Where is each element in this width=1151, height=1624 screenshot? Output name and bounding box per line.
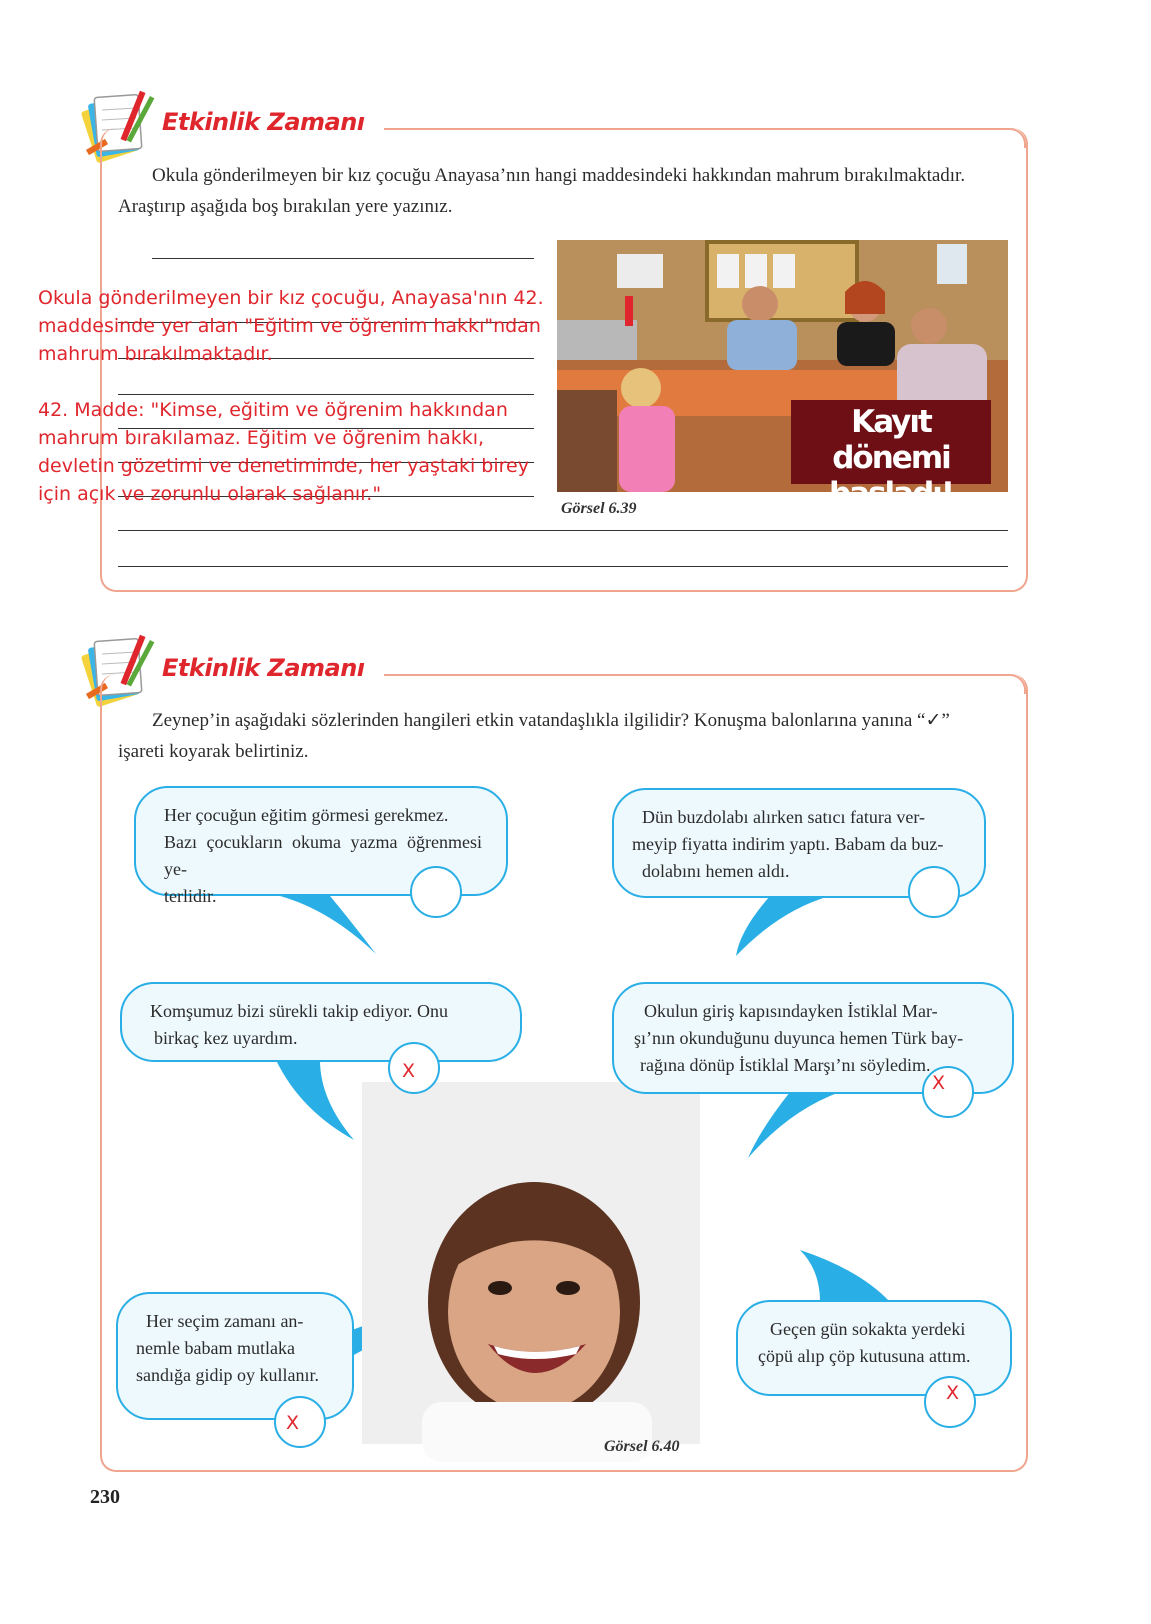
answer-circle[interactable] (410, 866, 462, 918)
bubble-line: meyip fiyatta indirim yaptı. Babam da buz- (632, 834, 944, 854)
answer-line: maddesinde yer alan "Eğitim ve öğrenim hakkı"ndan (38, 315, 541, 337)
activity-heading: Etkinlik Zamanı (162, 108, 365, 136)
question-line-1: Zeynep’in aşağıdaki sözlerinden hangileri etkin vatandaşlıkla ilgilidir? Konuşma balonlarına yanına “✓” (152, 710, 950, 731)
question-line-1: Okula gönderilmeyen bir kız çocuğu Anayasa’nın hangi maddesindeki hakkından mahrum bırakılmaktadır. (152, 165, 966, 186)
bubble-line: Okulun giriş kapısındayken İstiklal Mar- (644, 1001, 938, 1021)
bubble-line: sandığa gidip oy kullanır. (136, 1365, 319, 1385)
bubble-line: Her çocuğun eğitim görmesi gerekmez. (164, 805, 449, 825)
speech-bubble (736, 1300, 1012, 1396)
page-number: 230 (90, 1486, 120, 1508)
answer-line: devletin gözetimi ve denetiminde, her yaştaki birey (38, 455, 529, 477)
photo-caption: Görsel 6.39 (561, 500, 637, 517)
bubble-line: Geçen gün sokakta yerdeki (770, 1319, 966, 1339)
answer-line: Okula gönderilmeyen bir kız çocuğu, Anayasa'nın 42. (38, 287, 544, 309)
banner-line-1: Kayıt dönemi (832, 404, 950, 476)
banner-line-2: başladı! (828, 476, 954, 512)
bubble-line: Bazı çocukların okuma yazma öğrenmesi ye- (164, 832, 482, 879)
answer-mark: X (946, 1382, 960, 1404)
answer-mark: X (286, 1412, 300, 1434)
bubble-line: rağına dönüp İstiklal Marşı’nı söyledim. (640, 1055, 931, 1075)
answer-mark: X (932, 1072, 946, 1094)
bubble-line: Komşumuz bizi sürekli takip ediyor. Onu (150, 1001, 448, 1021)
speech-bubble (116, 1292, 354, 1420)
bubble-line: nemle babam mutlaka (136, 1338, 295, 1358)
bubble-line: birkaç kez uyardım. (154, 1028, 298, 1048)
answer-line: mahrum bırakılmaktadır. (38, 343, 273, 365)
answer-line: için açık ve zorunlu olarak sağlanır." (38, 483, 382, 505)
bubble-text (136, 1308, 340, 1389)
answer-circle[interactable] (922, 1066, 974, 1118)
question-line-2: Araştırıp aşağıda boş bırakılan yere yazınız. (118, 196, 453, 217)
bubble-text (758, 1316, 998, 1370)
bubble-line: dolabını hemen aldı. (642, 861, 790, 881)
answer-line: mahrum bırakılamaz. Eğitim ve öğrenim hakkı, (38, 427, 485, 449)
activity-heading: Etkinlik Zamanı (162, 654, 365, 682)
answer-mark: X (402, 1060, 416, 1082)
bubble-text (150, 998, 494, 1052)
photo-caption: Görsel 6.40 (604, 1438, 680, 1455)
answer-circle[interactable] (274, 1396, 326, 1448)
bubble-line: çöpü alıp çöp kutusuna attım. (758, 1346, 971, 1366)
bubble-line: şı’nın okunduğunu duyunca hemen Türk bay- (634, 1028, 964, 1048)
bubble-line: Dün buzdolabı alırken satıcı fatura ver- (642, 807, 926, 827)
answer-circle[interactable] (908, 866, 960, 918)
answer-line: 42. Madde: "Kimse, eğitim ve öğrenim hakkından (38, 399, 508, 421)
bubble-line: Her seçim zamanı an- (146, 1311, 304, 1331)
bubble-line: terlidir. (164, 886, 217, 906)
smiling-girl-photo (362, 1082, 700, 1444)
question-line-2: işareti koyarak belirtiniz. (118, 741, 309, 762)
speech-bubble (120, 982, 522, 1062)
